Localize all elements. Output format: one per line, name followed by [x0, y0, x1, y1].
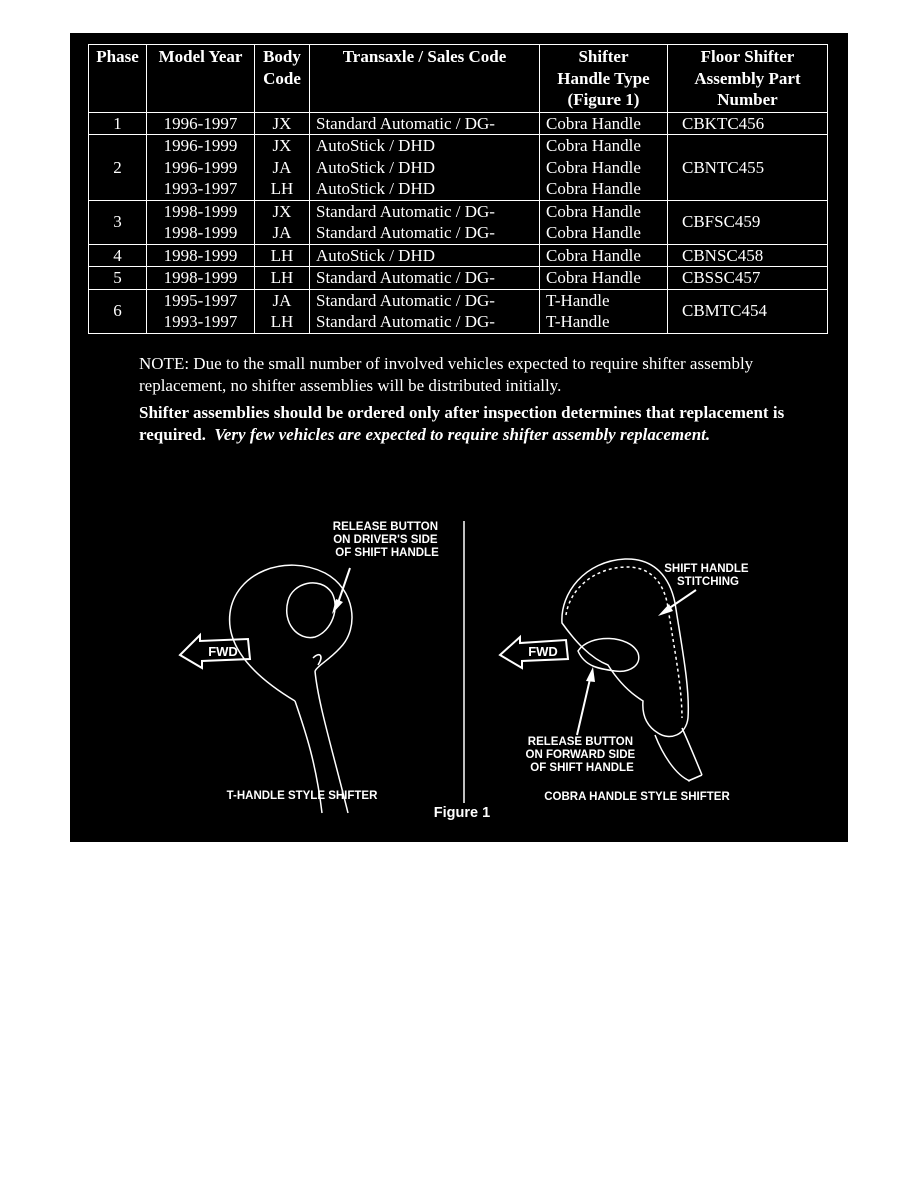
cell-part	[668, 289, 828, 333]
cell-phase-line: 3	[113, 212, 122, 232]
fwd-arrow-right	[500, 637, 568, 668]
cell-transaxles-line: Standard Automatic / DG-	[316, 312, 495, 331]
cell-phase	[89, 135, 147, 201]
note-italic-sentence: Very few vehicles are expected to require shifter assembly replacement.	[214, 424, 711, 444]
cell-transaxles	[310, 289, 540, 333]
cell-codes-line: JA	[272, 157, 292, 177]
cell-transaxles	[310, 112, 540, 135]
cell-transaxles	[310, 200, 540, 244]
left-callout-text	[333, 521, 441, 559]
header-body-code: Body Code	[255, 45, 310, 113]
cell-codes	[255, 289, 310, 333]
cell-years	[147, 135, 255, 201]
cell-years	[147, 112, 255, 135]
cell-codes	[255, 135, 310, 201]
cell-handles-line: Cobra Handle	[546, 179, 641, 198]
cell-codes	[255, 200, 310, 244]
cell-part	[668, 112, 828, 135]
cell-codes-line: LH	[270, 312, 294, 331]
cell-years	[147, 244, 255, 267]
left-callout-line-3: OF SHIFT HANDLE	[335, 547, 439, 559]
cell-part-line: CBNTC455	[682, 157, 765, 177]
right-bottom-callout-line-3: OF SHIFT HANDLE	[530, 762, 634, 774]
header-handle-type: Shifter Handle Type (Figure 1)	[540, 45, 668, 113]
cell-transaxles-line: Standard Automatic / DG-	[316, 223, 495, 242]
cell-phase	[89, 289, 147, 333]
cobra-handle-stitching	[566, 567, 682, 718]
cell-years-line: 1998-1999	[163, 268, 238, 287]
right-bottom-callout-text	[526, 736, 639, 774]
cell-part-line: CBKTC456	[682, 113, 765, 133]
note-bold-sentence: Shifter assemblies should be ordered only after inspection determines that replacement is required.	[139, 403, 785, 444]
cell-handles-line: Cobra Handle	[546, 113, 641, 133]
cell-transaxles	[310, 244, 540, 267]
right-bottom-callout-arrowhead	[586, 667, 595, 682]
cell-transaxles-line: Standard Automatic / DG-	[316, 290, 495, 310]
document-panel	[70, 33, 848, 842]
cell-phase-line: 2	[113, 157, 122, 177]
right-top-callout-arrowhead	[658, 604, 673, 616]
left-callout-line-2: ON DRIVER'S SIDE	[333, 534, 438, 546]
figure-1-illustration	[70, 513, 848, 833]
cell-handles-line: Cobra Handle	[546, 201, 641, 221]
fwd-label-right: FWD	[528, 644, 558, 659]
cell-transaxles-line: Standard Automatic / DG-	[316, 113, 495, 133]
header-transaxle: Transaxle / Sales Code	[310, 45, 540, 113]
right-bottom-callout-line-2: ON FORWARD SIDE	[525, 749, 636, 761]
t-handle-caption: T-HANDLE STYLE SHIFTER	[226, 790, 378, 802]
cell-part	[668, 135, 828, 201]
cell-part-line: CBMTC454	[682, 301, 768, 321]
cell-handles	[540, 200, 668, 244]
figure-caption: Figure 1	[433, 805, 491, 821]
cell-codes-line: JA	[272, 223, 292, 242]
cell-transaxles-line: Standard Automatic / DG-	[316, 201, 495, 221]
right-top-callout-text	[664, 563, 752, 588]
cell-handles	[540, 289, 668, 333]
cell-years-line: 1993-1997	[163, 179, 238, 198]
cell-handles-line: Cobra Handle	[546, 136, 641, 155]
cell-years	[147, 200, 255, 244]
t-handle-button	[287, 583, 335, 638]
right-top-callout-line-1: SHIFT HANDLE	[664, 563, 749, 575]
cell-transaxles-line: AutoStick / DHD	[316, 157, 435, 177]
table-row	[89, 112, 828, 135]
table-row	[89, 267, 828, 290]
cell-years-line: 1998-1999	[163, 201, 238, 221]
shifter-assembly-table	[88, 44, 828, 334]
fwd-label-left: FWD	[208, 644, 238, 659]
cell-phase-line: 4	[113, 245, 122, 265]
cell-handles-line: T-Handle	[546, 312, 610, 331]
cell-handles-line: T-Handle	[546, 290, 610, 310]
cell-years-line: 1996-1999	[163, 136, 238, 155]
cell-codes	[255, 112, 310, 135]
cell-part-line: CBFSC459	[682, 212, 761, 232]
cell-years-line: 1998-1999	[163, 245, 238, 265]
table-body	[89, 112, 828, 333]
cell-codes	[255, 267, 310, 290]
cell-phase	[89, 267, 147, 290]
cell-codes-line: LH	[270, 245, 294, 265]
cell-phase-line: 6	[113, 301, 122, 321]
cell-phase	[89, 200, 147, 244]
cell-transaxles-line: AutoStick / DHD	[316, 179, 435, 198]
cell-handles	[540, 267, 668, 290]
table-row	[89, 200, 828, 244]
cobra-handle-caption: COBRA HANDLE STYLE SHIFTER	[544, 791, 730, 803]
cell-years-line: 1993-1997	[163, 312, 238, 331]
cell-phase	[89, 112, 147, 135]
cell-years	[147, 267, 255, 290]
cell-codes-line: JX	[272, 201, 292, 221]
notes-block	[139, 353, 799, 445]
header-model-year: Model Year	[147, 45, 255, 113]
cell-phase	[89, 244, 147, 267]
cell-years-line: 1998-1999	[163, 223, 238, 242]
cell-handles	[540, 244, 668, 267]
cell-part	[668, 267, 828, 290]
cell-phase-line: 5	[113, 268, 122, 287]
cell-part-line: CBSSC457	[682, 268, 761, 287]
cell-years	[147, 289, 255, 333]
cell-part-line: CBNSC458	[682, 245, 764, 265]
cell-handles-line: Cobra Handle	[546, 223, 641, 242]
cell-transaxles-line: AutoStick / DHD	[316, 136, 435, 155]
cell-transaxles	[310, 135, 540, 201]
cell-codes-line: JX	[272, 136, 292, 155]
note-bold-text	[139, 402, 799, 445]
cell-transaxles	[310, 267, 540, 290]
cell-handles	[540, 135, 668, 201]
cell-phase-line: 1	[113, 113, 122, 133]
cell-transaxles-line: Standard Automatic / DG-	[316, 268, 495, 287]
left-callout-line-1: RELEASE BUTTON	[332, 521, 439, 533]
cell-transaxles-line: AutoStick / DHD	[316, 245, 435, 265]
cell-handles-line: Cobra Handle	[546, 157, 641, 177]
cell-years-line: 1995-1997	[163, 290, 238, 310]
cell-codes-line: LH	[270, 179, 294, 198]
left-callout-arrowhead	[332, 599, 343, 614]
cell-handles	[540, 112, 668, 135]
cell-codes-line: JA	[272, 290, 292, 310]
cell-handles-line: Cobra Handle	[546, 268, 641, 287]
header-phase: Phase	[89, 45, 147, 113]
table-row	[89, 135, 828, 201]
cell-codes-line: JX	[272, 113, 292, 133]
t-handle-shifter-drawing	[230, 565, 352, 813]
cell-codes-line: LH	[270, 268, 294, 287]
cell-part	[668, 200, 828, 244]
cell-handles-line: Cobra Handle	[546, 245, 641, 265]
cell-part	[668, 244, 828, 267]
cell-years-line: 1996-1999	[163, 157, 238, 177]
table-row	[89, 289, 828, 333]
cell-codes	[255, 244, 310, 267]
table-header-row	[89, 45, 828, 113]
right-top-callout-line-2: STITCHING	[677, 576, 739, 588]
cobra-handle-stem-end	[688, 775, 702, 781]
right-bottom-callout-leader	[577, 679, 590, 735]
t-handle-detail	[313, 655, 321, 665]
t-handle-knob	[230, 565, 352, 701]
header-part-number: Floor Shifter Assembly Part Number	[668, 45, 828, 113]
note-text: NOTE: Due to the small number of involved vehicles expected to require shifter assembly replacement, no shifter assemblies will be distributed initially.	[139, 354, 754, 395]
cell-years-line: 1996-1997	[163, 113, 238, 133]
table-row	[89, 244, 828, 267]
right-bottom-callout-line-1: RELEASE BUTTON	[527, 736, 634, 748]
